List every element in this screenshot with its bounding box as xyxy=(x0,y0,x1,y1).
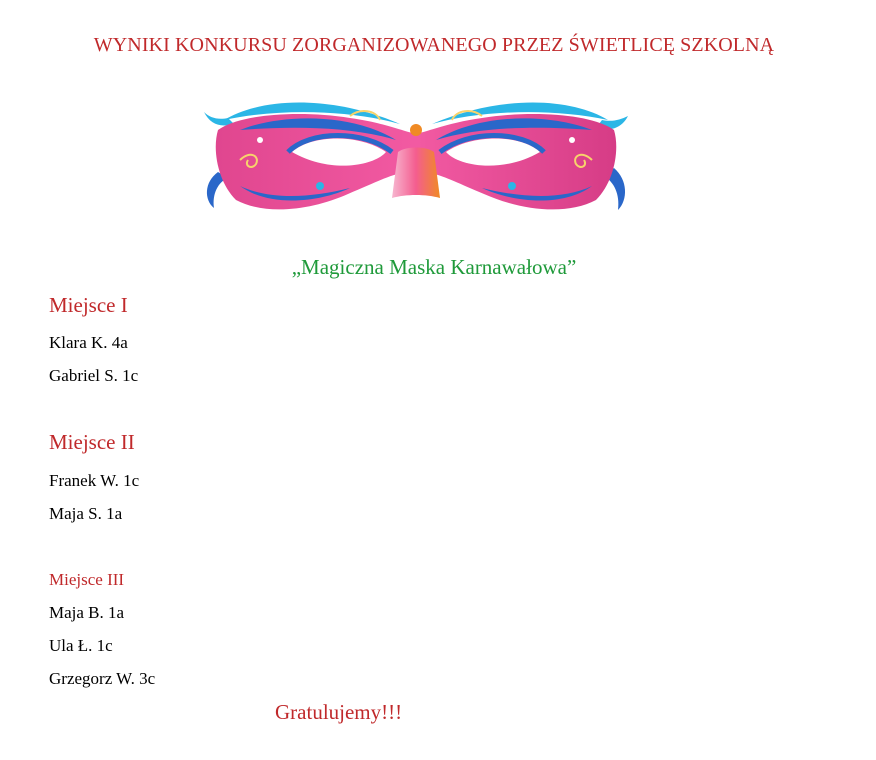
place-heading-2: Miejsce II xyxy=(49,430,135,454)
place-heading-3: Miejsce III xyxy=(49,570,125,589)
page-title: WYNIKI KONKURSU ZORGANIZOWANEGO PRZEZ ŚWIETLICĘ SZKOLNĄ xyxy=(93,34,775,56)
winner-name: Gabriel S. 1c xyxy=(49,366,139,385)
congratulations-text: Gratulujemy!!! xyxy=(275,700,403,724)
winner-name: Maja S. 1a xyxy=(49,504,123,523)
winner-name: Klara K. 4a xyxy=(49,333,128,352)
winner-name: Ula Ł. 1c xyxy=(49,636,113,655)
winner-name: Maja B. 1a xyxy=(49,603,125,622)
winner-name: Franek W. 1c xyxy=(49,471,140,490)
place-heading-1: Miejsce I xyxy=(49,293,128,317)
carnival-mask-icon xyxy=(200,90,632,220)
contest-name: „Magiczna Maska Karnawałowa” xyxy=(291,255,577,279)
winner-name: Grzegorz W. 3c xyxy=(49,669,156,688)
